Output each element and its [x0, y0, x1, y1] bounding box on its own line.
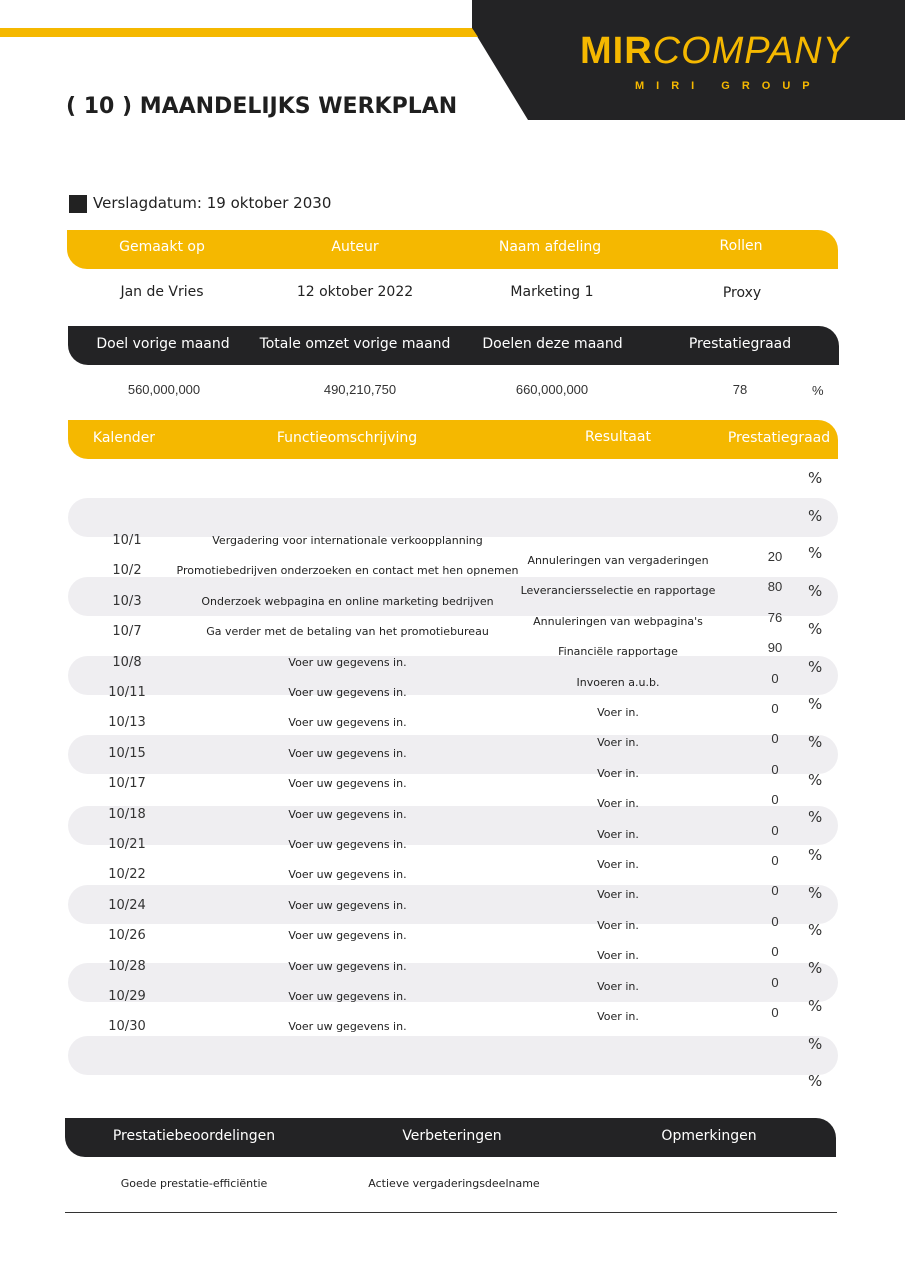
task-description: Voer uw gegevens in.: [288, 716, 407, 730]
performance-rate-value: 78: [732, 382, 748, 397]
calendar-date: 10/28: [108, 958, 146, 974]
header-author: Auteur: [331, 239, 379, 255]
percent-unit: %: [808, 469, 823, 487]
calendar-date: 10/7: [112, 624, 142, 640]
performance-score: 80: [767, 579, 783, 595]
performance-rate-unit: %: [812, 383, 824, 398]
performance-score: 0: [771, 822, 779, 838]
task-result: Voer in.: [597, 888, 639, 902]
header-result: Resultaat: [585, 429, 651, 445]
percent-unit: %: [808, 506, 823, 525]
calendar-date: 10/26: [108, 928, 146, 944]
task-description: Promotiebedrijven onderzoeken en contact met hen opnemen: [176, 564, 519, 578]
header-roles: Rollen: [719, 238, 763, 254]
percent-unit: %: [808, 657, 823, 676]
header-current-goals: Doelen deze maand: [482, 336, 623, 352]
percent-unit: %: [808, 770, 823, 789]
header-reviews: Prestatiebeoordelingen: [112, 1128, 276, 1144]
task-result: Voer in.: [597, 949, 639, 963]
percent-unit: %: [808, 808, 823, 827]
prev-revenue-value: 490,210,750: [323, 382, 397, 397]
performance-score: 0: [771, 1005, 779, 1020]
task-result: Voer in.: [597, 797, 639, 811]
header-improvements: Verbeteringen: [402, 1128, 502, 1144]
calendar-date: 10/21: [108, 837, 146, 852]
task-result: Voer in.: [597, 736, 639, 750]
task-description: Voer uw gegevens in.: [288, 990, 407, 1003]
calendar-date: 10/15: [108, 745, 146, 761]
calendar-date: 10/2: [112, 563, 142, 579]
header-prev-goal: Doel vorige maand: [96, 336, 230, 352]
task-description: Voer uw gegevens in.: [288, 686, 407, 699]
row-stripe: [68, 498, 838, 537]
performance-score: 0: [771, 853, 779, 868]
roles-value: Proxy: [722, 285, 762, 301]
calendar-date: 10/17: [108, 776, 146, 792]
task-result: Voer in.: [597, 766, 639, 780]
percent-unit: %: [808, 582, 823, 601]
percent-unit: %: [808, 846, 823, 864]
calendar-date: 10/24: [108, 897, 146, 913]
calendar-date: 10/18: [108, 806, 146, 822]
calendar-date: 10/11: [108, 685, 146, 700]
percent-unit: %: [808, 1072, 823, 1091]
task-description: Voer uw gegevens in.: [288, 959, 407, 973]
task-result: Voer in.: [597, 1010, 639, 1023]
header-performance-rate: Prestatiegraad: [688, 336, 792, 352]
performance-score: 76: [767, 609, 783, 625]
task-description: Voer uw gegevens in.: [288, 777, 407, 791]
performance-score: 0: [771, 701, 779, 716]
task-result: Voer in.: [597, 918, 639, 932]
current-goals-value: 660,000,000: [515, 382, 589, 397]
task-result: Invoeren a.u.b.: [576, 675, 660, 689]
percent-unit: %: [808, 921, 823, 940]
header-plan-performance: Prestatiegraad: [727, 430, 831, 446]
performance-score: 0: [771, 974, 779, 990]
improvement-value: Actieve vergaderingsdeelname: [368, 1177, 540, 1190]
percent-unit: %: [808, 732, 823, 751]
performance-score: 0: [771, 913, 779, 929]
performance-score: 0: [771, 731, 779, 747]
task-description: Ga verder met de betaling van het promotiebureau: [206, 625, 489, 639]
calendar-date: 10/1: [112, 533, 142, 548]
calendar-date: 10/13: [108, 715, 146, 731]
header-prev-revenue: Totale omzet vorige maand: [259, 336, 451, 352]
calendar-date: 10/29: [108, 989, 146, 1004]
performance-score: 0: [771, 761, 779, 777]
task-description: Onderzoek webpagina en online marketing bedrijven: [201, 594, 494, 608]
task-description: Voer uw gegevens in.: [288, 746, 407, 760]
calendar-date: 10/30: [108, 1019, 146, 1035]
calendar-date: 10/22: [108, 867, 146, 883]
header-department: Naam afdeling: [498, 239, 602, 255]
company-logo: [580, 30, 849, 100]
author-value: 12 oktober 2022: [296, 284, 414, 300]
calendar-date: 10/3: [112, 593, 142, 609]
bullet-square-icon: [69, 195, 87, 213]
task-result: Voer in.: [597, 979, 639, 993]
header-created-on: Gemaakt op: [119, 239, 205, 255]
performance-score: 0: [771, 944, 779, 960]
header-remarks: Opmerkingen: [661, 1128, 757, 1144]
header-calendar: Kalender: [92, 430, 156, 446]
task-result: Voer in.: [597, 827, 639, 841]
percent-unit: %: [808, 883, 823, 902]
task-result: Annuleringen van webpagina's: [533, 614, 703, 628]
task-description: Voer uw gegevens in.: [288, 1020, 407, 1034]
percent-unit: %: [808, 544, 823, 563]
performance-score: 20: [767, 549, 783, 564]
logo-tagline: MIRI GROUP: [635, 80, 822, 92]
department-value: Marketing 1: [510, 284, 594, 300]
calendar-date: 10/8: [112, 654, 142, 670]
performance-score: 0: [771, 792, 779, 808]
task-description: Voer uw gegevens in.: [288, 868, 407, 882]
header-description: Functieomschrijving: [276, 430, 418, 446]
percent-unit: %: [808, 695, 823, 714]
percent-unit: %: [808, 619, 823, 638]
task-result: Financiële rapportage: [558, 645, 678, 659]
report-date: Verslagdatum: 19 oktober 2030: [93, 194, 332, 212]
task-result: Voer in.: [597, 706, 639, 719]
performance-score: 90: [767, 640, 783, 656]
row-stripe: [68, 1036, 838, 1075]
task-description: Voer uw gegevens in.: [288, 898, 407, 912]
task-result: Annuleringen van vergaderingen: [527, 554, 709, 567]
task-description: Voer uw gegevens in.: [288, 929, 407, 943]
percent-unit: %: [808, 1034, 823, 1053]
review-value: Goede prestatie-efficiëntie: [120, 1177, 268, 1190]
performance-score: 0: [771, 883, 779, 899]
performance-score: 0: [771, 670, 779, 686]
percent-unit: %: [808, 996, 823, 1015]
footer-divider: [65, 1212, 837, 1213]
task-description: Vergadering voor internationale verkoopplanning: [212, 534, 483, 547]
created-by-value: Jan de Vries: [120, 284, 204, 300]
logo-wordmark: MIRCOMPANY: [580, 30, 849, 72]
percent-unit: %: [808, 959, 823, 978]
task-description: Voer uw gegevens in.: [288, 655, 407, 669]
page-title: ( 10 ) MAANDELIJKS WERKPLAN: [66, 94, 458, 119]
prev-goal-value: 560,000,000: [127, 382, 201, 397]
task-result: Voer in.: [597, 858, 639, 871]
task-description: Voer uw gegevens in.: [288, 807, 407, 821]
task-description: Voer uw gegevens in.: [288, 838, 407, 851]
task-result: Leveranciersselectie en rapportage: [520, 584, 716, 598]
